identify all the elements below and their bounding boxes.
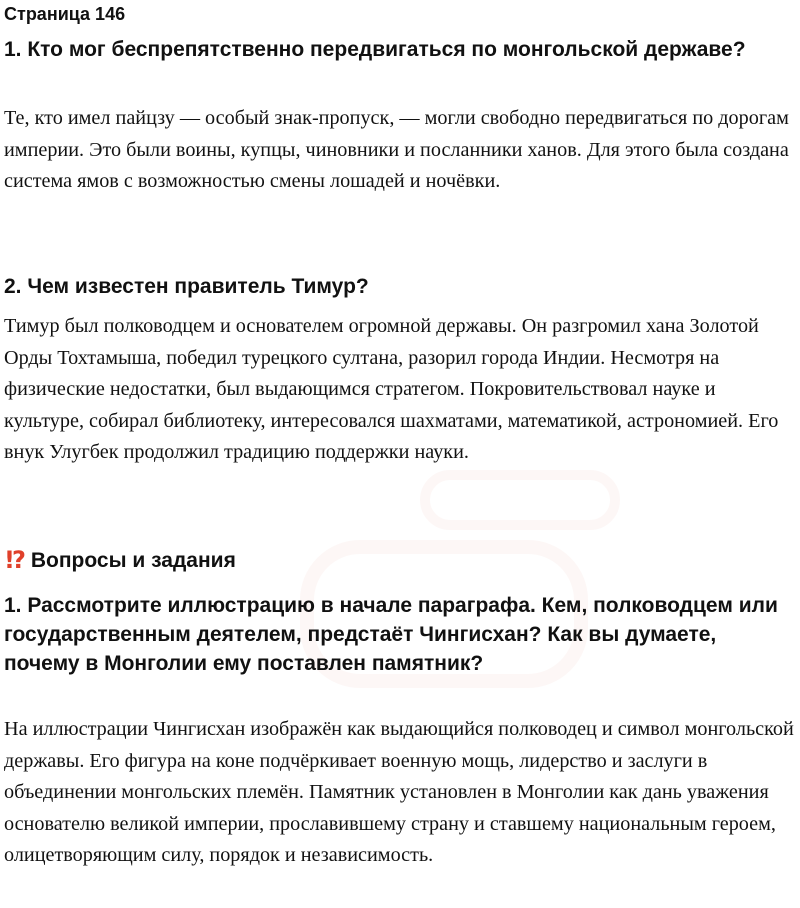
page-number-label: Страница 146 [4, 4, 126, 24]
answer-1-text: Те, кто имел пайцзу — особый знак-пропуск, — могли свободно передвигаться по дорогам империи. Это были воины, купцы, чиновники и посланники ханов. Для этого была создана система ямов с возможностью смены лошадей и ночёвки. [4, 107, 789, 193]
task-1-heading: 1. Рассмотрите иллюстрацию в начале параграфа. Кем, полководцем или государственным деятелем, предстаёт Чингисхан? Как вы думаете, почему в Монголии ему поставлен памятник? [4, 594, 778, 675]
section-header [4, 546, 236, 575]
watermark-decoration [420, 470, 620, 530]
exclamation-question-icon: !? [4, 546, 23, 574]
section-title: Вопросы и задания [30, 549, 236, 572]
task-1-answer-text: На иллюстрации Чингисхан изображён как выдающийся полководец и символ монгольской державы. Его фигура на коне подчёркивает военную мощь, лидерство и заслуги в объединении монгольских племён. Памятник установлен в Монголии как дань уважения основателю великой империи, прославившему страну и ставшему национальным героем, олицетворяющим силу, порядок и независимость. [4, 718, 794, 867]
question-1-heading: 1. Кто мог беспрепятственно передвигаться по монгольской державе? [4, 38, 746, 61]
question-2-heading: 2. Чем известен правитель Тимур? [4, 275, 369, 298]
answer-2-text: Тимур был полководцем и основателем огромной державы. Он разгромил хана Золотой Орды Тохтамыша, победил турецкого султана, разорил города Индии. Несмотря на физические недостатки, был выдающимся стратегом. Покровительствовал науке и культуре, собирал библиотеку, интересовался шахматами, математикой, астрономией. Его внук Улугбек продолжил традицию поддержки науки. [4, 315, 779, 464]
